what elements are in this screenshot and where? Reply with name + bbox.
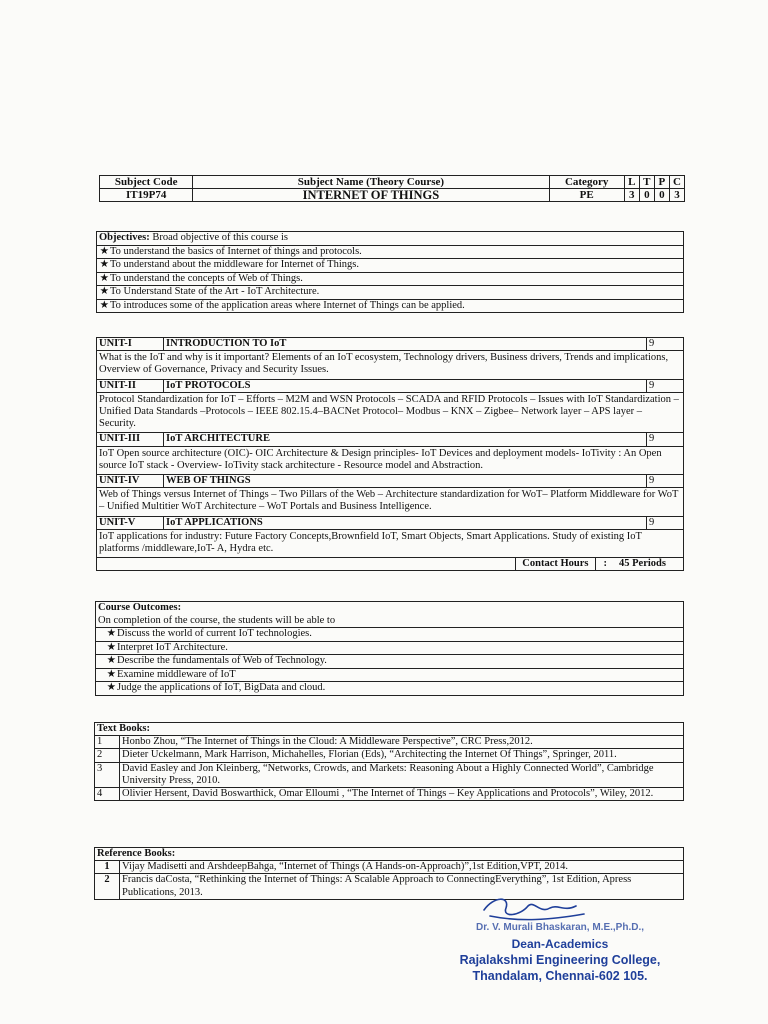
outcomes-table — [95, 601, 684, 696]
references-heading: Reference Books: — [95, 848, 684, 861]
stamp-address: Thandalam, Chennai-602 105. — [472, 969, 648, 983]
star-icon: ★ — [97, 272, 110, 286]
unit-description: Web of Things versus Internet of Things – Two Pillars of the Web – Architecture standardization for WoT– Platform Middleware for WoT – Unified Multitier WoT Architecture – WoT Portals and Business Intelligence. — [97, 488, 684, 516]
subject-code: IT19P74 — [100, 189, 193, 202]
units-table — [96, 337, 684, 571]
course-header-table — [99, 175, 685, 202]
subject-name-label: Subject Name (Theory Course) — [193, 176, 549, 189]
stamp-name: Dr. V. Murali Bhaskaran, M.E.,Ph.D., — [475, 922, 645, 933]
star-icon: ★ — [97, 299, 110, 313]
unit-description: IoT applications for industry: Future Factory Concepts,Brownfield IoT, Smart Objects, Smart Applications. Study of existing IoT platforms /middleware,IoT- A, Hydra etc. — [97, 529, 684, 557]
contact-hours-sep: : — [595, 558, 616, 570]
t-label: T — [639, 176, 654, 189]
star-icon: ★ — [96, 628, 117, 642]
subject-name: INTERNET OF THINGS — [193, 189, 549, 202]
objective-item: ★ To understand the concepts of Web of Things. — [97, 272, 684, 286]
dean-stamp — [440, 890, 680, 984]
unit-header: UNIT-IV WEB OF THINGS 9 — [97, 475, 684, 488]
unit-header: UNIT-II IoT PROTOCOLS 9 — [97, 379, 684, 392]
p-value: 0 — [654, 189, 669, 202]
stamp-college: Rajalakshmi Engineering College, — [459, 953, 661, 967]
unit-description: Protocol Standardization for IoT – Efforts – M2M and WSN Protocols – SCADA and RFID Protocols – Issues with IoT Standardization – Unified Data Standards –Protocols – IEEE 802.15.4–BACNet Protocol– Modbus – KNX – Zigbee– Network layer – APS layer – Security. — [97, 392, 684, 433]
outcomes-heading: Course Outcomes: On completion of the course, the students will be able to — [96, 602, 684, 628]
star-icon: ★ — [96, 668, 117, 682]
outcome-item: ★ Interpret IoT Architecture. — [96, 641, 684, 655]
reference-item: 1 Vijay Madisetti and ArshdeepBahga, “Internet of Things (A Hands-on-Approach)”,1st Edition,VPT, 2014. — [95, 861, 684, 874]
t-value: 0 — [639, 189, 654, 202]
star-icon: ★ — [96, 655, 117, 669]
objective-item: ★ To introduces some of the application areas where Internet of Things can be applied. — [97, 299, 684, 313]
subject-code-label: Subject Code — [100, 176, 193, 189]
contact-hours-row — [97, 558, 684, 571]
outcome-item: ★ Describe the fundamentals of Web of Technology. — [96, 655, 684, 669]
c-value: 3 — [669, 189, 684, 202]
contact-hours-label: Contact Hours — [515, 558, 594, 570]
star-icon: ★ — [97, 245, 110, 259]
c-label: C — [669, 176, 684, 189]
textbook-item: 4 Olivier Hersent, David Boswarthick, Omar Elloumi , “The Internet of Things – Key Applications and Protocols”, Wiley, 2012. — [95, 788, 684, 801]
reference-item: 2 Francis daCosta, “Rethinking the Internet of Things: A Scalable Approach to ConnectingEverything”, 1st Edition, Apress Publications, 2013. — [95, 874, 684, 899]
star-icon: ★ — [97, 259, 110, 273]
textbook-item: 1 Honbo Zhou, “The Internet of Things in the Cloud: A Middleware Perspective”, CRC Press,2012. — [95, 736, 684, 749]
unit-header: UNIT-V IoT APPLICATIONS 9 — [97, 516, 684, 529]
textbook-item: 3 David Easley and Jon Kleinberg, “Networks, Crowds, and Markets: Reasoning About a Highly Connected World”, Cambridge University Press, 2010. — [95, 762, 684, 787]
unit-header: UNIT-I INTRODUCTION TO IoT 9 — [97, 338, 684, 351]
category-value: PE — [549, 189, 624, 202]
l-value: 3 — [624, 189, 639, 202]
textbooks-heading: Text Books: — [95, 723, 684, 736]
textbooks-table — [94, 722, 684, 801]
stamp-role: Dean-Academics — [511, 937, 609, 951]
outcome-item: ★ Examine middleware of IoT — [96, 668, 684, 682]
unit-description: IoT Open source architecture (OIC)- OIC Architecture & Design principles- IoT Devices and deployment models- IoTivity : An Open source IoT stack - Overview- IoTivity stack architecture - Resource model and Abstraction. — [97, 446, 684, 474]
category-label: Category — [549, 176, 624, 189]
l-label: L — [624, 176, 639, 189]
objective-item: ★ To understand about the middleware for Internet of Things. — [97, 259, 684, 273]
unit-header: UNIT-III IoT ARCHITECTURE 9 — [97, 433, 684, 446]
contact-hours-value: 45 Periods — [619, 558, 666, 570]
star-icon: ★ — [96, 682, 117, 696]
outcome-item: ★ Discuss the world of current IoT technologies. — [96, 628, 684, 642]
objective-item: ★ To Understand State of the Art - IoT Architecture. — [97, 286, 684, 300]
star-icon: ★ — [97, 286, 110, 300]
objectives-heading: Objectives: Broad objective of this course is — [97, 232, 684, 246]
unit-description: What is the IoT and why is it important? Elements of an IoT ecosystem, Technology drivers, Business drivers, Trends and implications, Overview of Governance, Privacy and Security Issues. — [97, 351, 684, 379]
objective-item: ★ To understand the basics of Internet of things and protocols. — [97, 245, 684, 259]
p-label: P — [654, 176, 669, 189]
outcome-item: ★ Judge the applications of IoT, BigData and cloud. — [96, 682, 684, 696]
objectives-table — [96, 231, 684, 313]
star-icon: ★ — [96, 641, 117, 655]
textbook-item: 2 Dieter Uckelmann, Mark Harrison, Michahelles, Florian (Eds), “Architecting the Internet Of Things”, Springer, 2011. — [95, 749, 684, 762]
